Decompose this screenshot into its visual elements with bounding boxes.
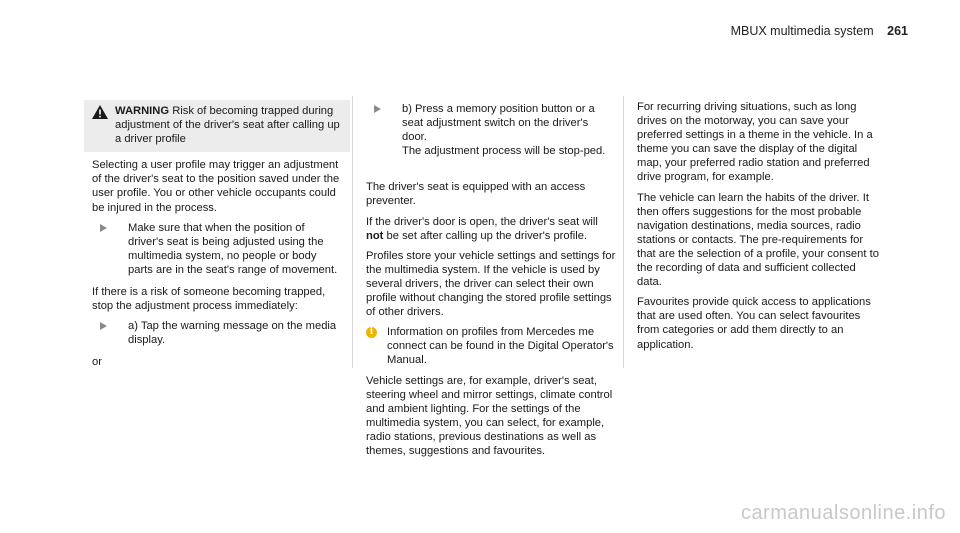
warning-triangle-icon bbox=[92, 105, 108, 119]
risk-text: If there is a risk of someone becoming trapped, stop the adjustment process immediately: bbox=[92, 286, 326, 313]
column-divider-2 bbox=[623, 96, 624, 368]
paragraph: Profiles store your vehicle settings and settings for the multimedia system. If the vehicle is used by several drivers, the driver can select their own profile without changing the stored profile settings of other drivers. bbox=[366, 249, 616, 319]
step-note: The adjustment process will be stop-ped. bbox=[402, 145, 606, 158]
step-item bbox=[92, 221, 342, 277]
step-arrow-icon bbox=[374, 105, 388, 113]
info-text: Information on profiles from Mercedes me connect can be found in the Digital Operator's Manual. bbox=[387, 326, 614, 367]
warning-label: WARNING bbox=[115, 105, 170, 117]
paragraph: The vehicle can learn the habits of the driver. It then offers suggestions for the most probable navigation destinations, media sources, radio stations or contacts. The pre-requirements for that are the selection of a profile, your consent to the recording of data and sufficient collected data. bbox=[637, 191, 879, 289]
page-number: 261 bbox=[887, 24, 908, 38]
column-1 bbox=[84, 100, 350, 376]
watermark: carmanualsonline.info bbox=[740, 502, 946, 524]
paragraph: Favourites provide quick access to applications that are used often. You can select favourites from categories or add them directly to an application. bbox=[637, 296, 871, 351]
step-arrow-icon bbox=[100, 322, 114, 330]
or-text: or bbox=[92, 356, 102, 369]
paragraph: For recurring driving situations, such as long drives on the motorway, you can save your preferred settings in a theme in the vehicle. In a theme you can save the display of the digital map, your preferred radio station and preferred drive program, for example. bbox=[637, 101, 873, 184]
emphasis: not bbox=[366, 229, 384, 242]
step-text: Make sure that when the position of driver's seat is being adjusted using the multimedia system, no people or body parts are in the seat's range of movement. bbox=[128, 221, 338, 276]
column-divider-1 bbox=[352, 96, 353, 368]
page-header bbox=[731, 24, 908, 38]
info-note bbox=[366, 325, 616, 367]
paragraph: If the driver's door is open, the driver's seat will not be set after calling up the driver's profile. bbox=[366, 215, 598, 242]
warning-text: Selecting a user profile may trigger an adjustment of the driver's seat to the position saved under the user profile. You or other vehicle occupants could be injured in the process. bbox=[92, 159, 340, 214]
column-3 bbox=[637, 100, 882, 358]
warning-title: Risk of becoming trapped during adjustment of the driver's seat after calling up a driver profile bbox=[115, 105, 340, 146]
paragraph: Vehicle settings are, for example, driver's seat, steering wheel and mirror settings, climate control and ambient lighting. For the settings of the multimedia system, you can select, for example, radio stations, previous destinations as well as themes, suggestions and favourites. bbox=[366, 374, 613, 457]
paragraph: The driver's seat is equipped with an access preventer. bbox=[366, 181, 586, 208]
info-icon: i bbox=[366, 327, 377, 338]
warning-header bbox=[84, 100, 350, 152]
step-item bbox=[92, 319, 342, 347]
step-text: b) Press a memory position button or a seat adjustment switch on the driver's door. bbox=[402, 103, 595, 144]
warning-body bbox=[84, 152, 350, 369]
step-arrow-icon bbox=[100, 224, 114, 232]
chapter-title: MBUX multimedia system bbox=[730, 24, 874, 38]
column-2 bbox=[366, 100, 616, 464]
step-item bbox=[366, 102, 616, 158]
step-text: a) Tap the warning message on the media display. bbox=[128, 320, 337, 347]
